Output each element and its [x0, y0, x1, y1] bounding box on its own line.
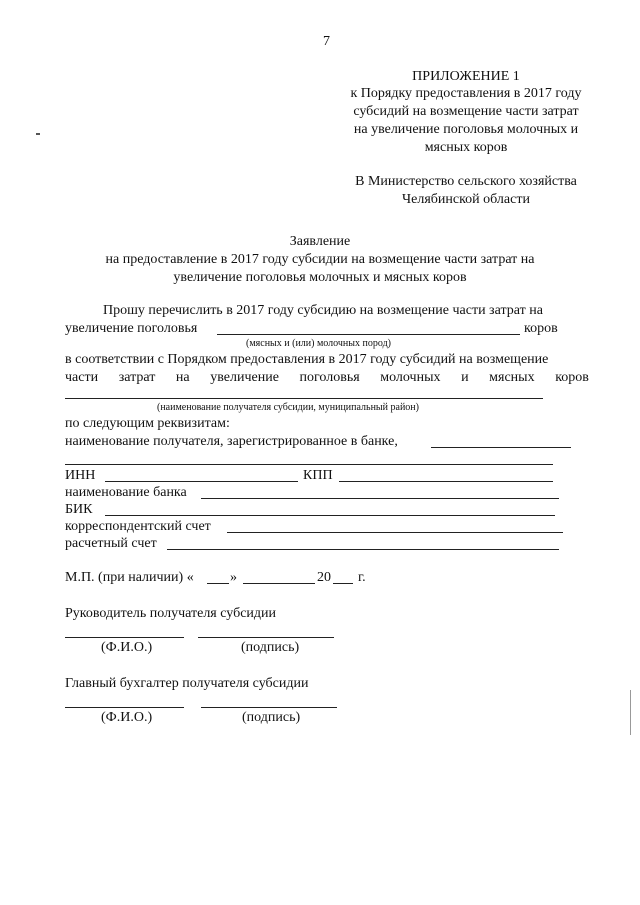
word: части	[65, 370, 99, 385]
scan-speck	[36, 133, 40, 135]
fio-caption: (Ф.И.О.)	[101, 710, 153, 725]
stamp-label: М.П. (при наличии) «	[65, 570, 194, 585]
account-label: расчетный счет	[65, 536, 157, 551]
bik-label: БИК	[65, 502, 93, 517]
date-day-field[interactable]	[207, 583, 229, 584]
recipient-caption: (наименование получателя субсидии, муниципальный район)	[157, 402, 419, 413]
accountant-label: Главный бухгалтер получателя субсидии	[65, 676, 309, 691]
appendix-title: ПРИЛОЖЕНИЕ 1	[412, 69, 520, 84]
kpp-label: КПП	[303, 468, 333, 483]
document-subtitle: увеличение поголовья молочных и мясных коров	[173, 270, 467, 285]
word: молочных	[380, 370, 441, 385]
appendix-line: на увеличение поголовья молочных и	[353, 122, 579, 137]
document-subtitle: на предоставление в 2017 году субсидии на возмещение части затрат на	[105, 252, 535, 267]
sign-caption: (подпись)	[241, 640, 300, 655]
quote-close: »	[230, 570, 237, 585]
document-title: Заявление	[289, 234, 351, 249]
addressee-line: Челябинской области	[402, 192, 530, 207]
kpp-field[interactable]	[339, 481, 553, 482]
word: коров	[555, 370, 589, 385]
inn-label: ИНН	[65, 468, 96, 483]
request-text: Прошу перечислить в 2017 году субсидию на возмещение части затрат на	[103, 303, 543, 318]
year-suffix: г.	[358, 570, 366, 585]
scan-edge-mark	[630, 690, 631, 735]
bank-field[interactable]	[201, 498, 559, 499]
breed-caption: (мясных и (или) молочных пород)	[246, 338, 391, 349]
word: и	[461, 370, 469, 385]
word: увеличение	[210, 370, 279, 385]
accountant-fio-line[interactable]	[65, 707, 184, 708]
sign-caption: (подпись)	[242, 710, 301, 725]
bank-label: наименование банка	[65, 485, 187, 500]
head-sign-line[interactable]	[198, 637, 334, 638]
recipient-input-line[interactable]	[65, 398, 543, 399]
page-number: 7	[323, 34, 330, 49]
head-fio-line[interactable]	[65, 637, 184, 638]
bank-name-label: наименование получателя, зарегистрированное в банке,	[65, 434, 398, 449]
breed-input-line[interactable]	[217, 334, 520, 335]
bik-field[interactable]	[105, 515, 555, 516]
details-intro: по следующим реквизитам:	[65, 416, 230, 431]
word: на	[175, 370, 190, 385]
fio-caption: (Ф.И.О.)	[101, 640, 153, 655]
accordance-text	[65, 370, 589, 386]
request-text: коров	[524, 321, 558, 336]
request-text: увеличение поголовья	[65, 321, 198, 336]
word: поголовья	[299, 370, 360, 385]
account-field[interactable]	[167, 549, 559, 550]
accordance-text: в соответствии с Порядком предоставления в 2017 году субсидий на возмещение	[65, 352, 549, 367]
year-prefix: 20	[317, 570, 331, 585]
date-year-field[interactable]	[333, 583, 353, 584]
addressee-line: В Министерство сельского хозяйства	[355, 174, 577, 189]
appendix-line: мясных коров	[424, 140, 508, 155]
recipient-bank-name-line[interactable]	[431, 447, 571, 448]
date-month-field[interactable]	[243, 583, 315, 584]
word: мясных	[489, 370, 535, 385]
corr-account-field[interactable]	[227, 532, 563, 533]
appendix-line: к Порядку предоставления в 2017 году	[350, 86, 582, 101]
recipient-bank-name-line-2[interactable]	[65, 464, 553, 465]
corr-account-label: корреспондентский счет	[65, 519, 211, 534]
accountant-sign-line[interactable]	[201, 707, 337, 708]
head-label: Руководитель получателя субсидии	[65, 606, 277, 621]
appendix-line: субсидий на возмещение части затрат	[353, 104, 579, 119]
word: затрат	[118, 370, 156, 385]
inn-field[interactable]	[105, 481, 298, 482]
